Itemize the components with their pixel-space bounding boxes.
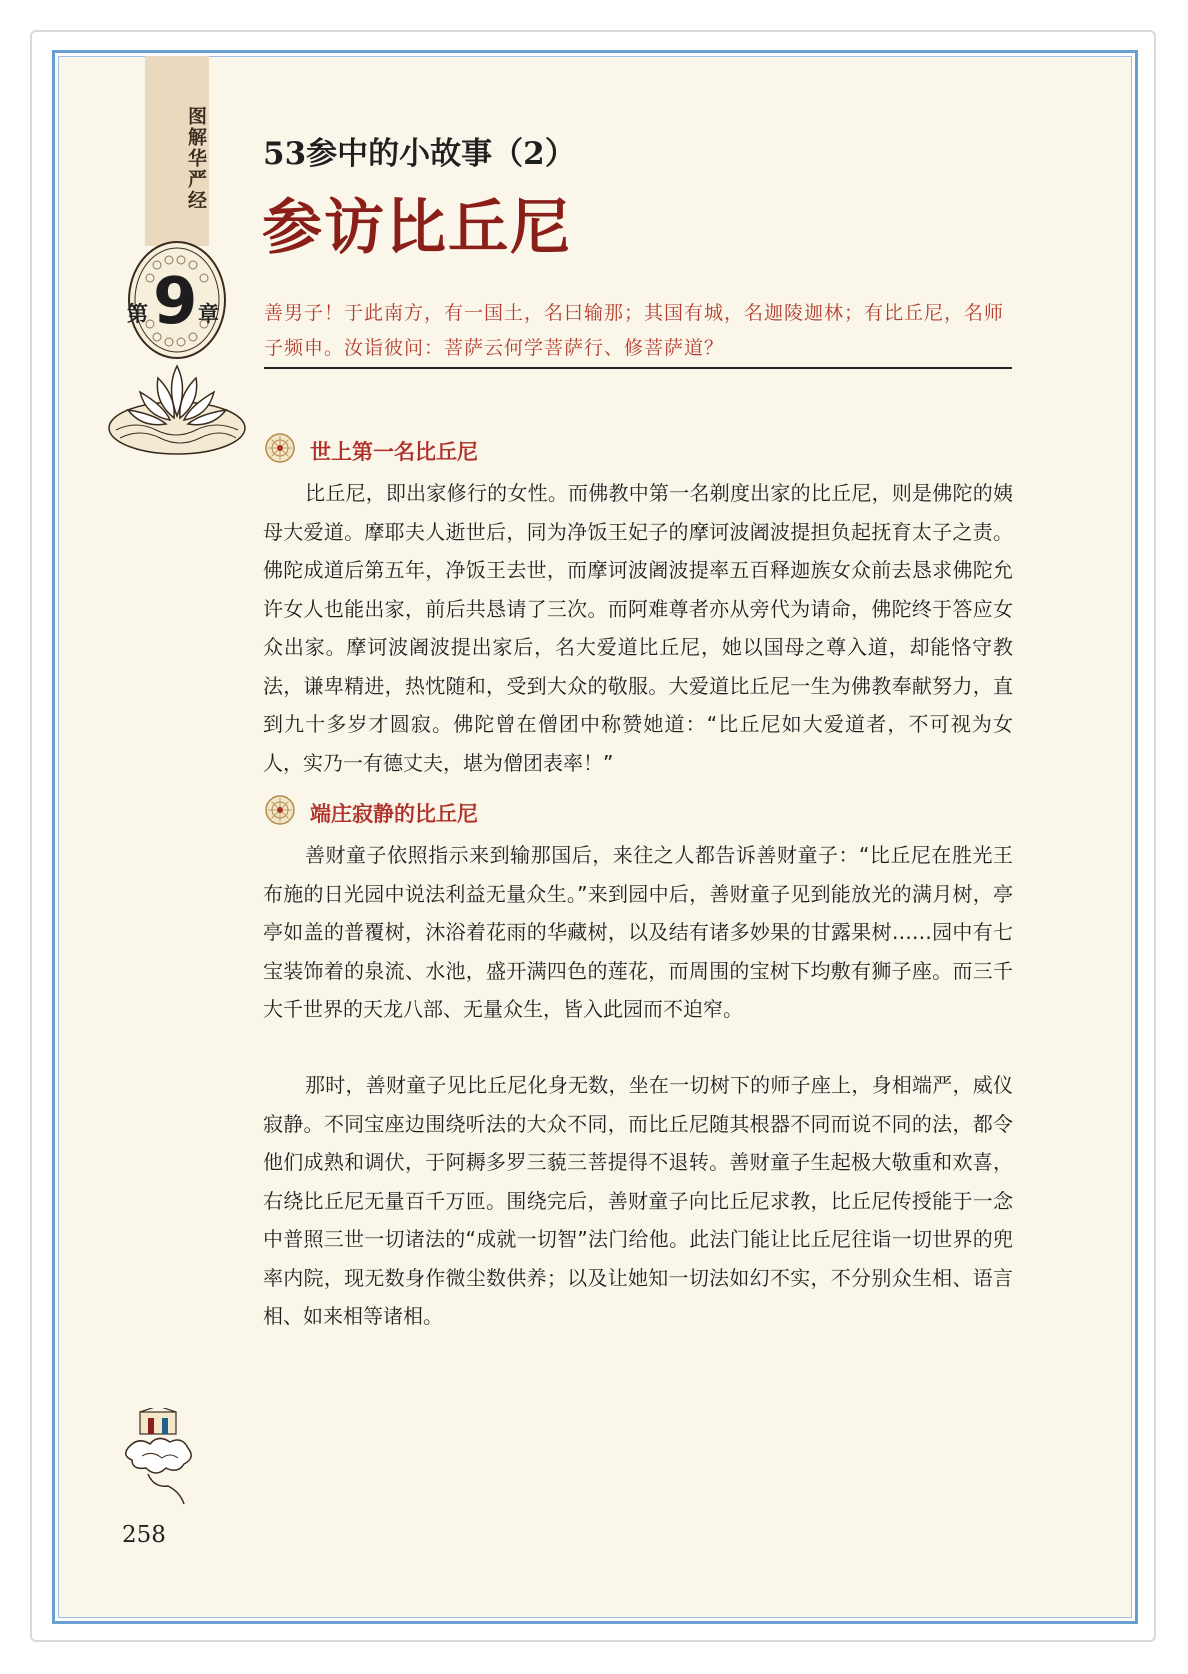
section-paragraph: 比丘尼，即出家修行的女性。而佛教中第一名剃度出家的比丘尼，则是佛陀的姨母大爱道。摩耶夫人逝世后，同为净饭王妃子的摩诃波阇波提担负起抚育太子之责。佛陀成道后第五年，净饭王去世，而摩诃波阇波提率五百释迦族女众前去恳求佛陀允许女人也能出家，前后共恳请了三次。而阿难尊者亦从旁代为请命，佛陀终于答应女众出家。摩诃波阇波提出家后，名大爱道比丘尼，她以国母之尊入道，却能恪守教法，谦卑精进，热忱随和，受到大众的敬服。大爱道比丘尼一生为佛教奉献努力，直到九十多岁才圆寂。佛陀曾在僧团中称赞她道：“比丘尼如大爱道者，不可视为女人，实乃一有德丈夫，堪为僧团表率！” (263, 481, 1013, 775)
chapter-suffix: 章 (198, 302, 219, 326)
section-heading-text: 世上第一名比丘尼 (310, 440, 478, 464)
lotus-icon (106, 358, 248, 458)
book-title: 图解华严经 (185, 106, 207, 211)
scripture-quote: 善男子！于此南方，有一国土，名曰输那；其国有城，名迦陵迦林；有比丘尼，名师子频申。汝诣彼问：菩萨云何学菩萨行、修菩萨道？ (264, 302, 1005, 359)
chapter-prefix: 第 (127, 302, 148, 326)
section-paragraph: 善财童子依照指示来到输那国后，来往之人都告诉善财童子：“比丘尼在胜光王布施的日光园中说法利益无量众生。”来到园中后，善财童子见到能放光的满月树，亭亭如盖的普覆树，沐浴着花雨的华藏树，以及结有诸多妙果的甘露果树……园中有七宝装饰着的泉流、水池，盛开满四色的莲花，而周围的宝树下均敷有狮子座。而三千大千世界的天龙八部、无量众生，皆入此园而不迫窄。 (263, 843, 1013, 1021)
section-paragraph: 那时，善财童子见比丘尼化身无数，坐在一切树下的师子座上，身相端严，威仪寂静。不同宝座边围绕听法的大众不同，而比丘尼随其根器不同而说不同的法，都令他们成熟和调伏，于阿耨多罗三藐三菩提得不退转。善财童子生起极大敬重和欢喜，右绕比丘尼无量百千万匝。围绕完后，善财童子向比丘尼求教，比丘尼传授能于一念中普照三世一切诸法的“成就一切智”法门给他。此法门能让比丘尼往诣一切世界的兜率内院，现无数身作微尘数供养；以及让她知一切法如幻不实，不分别众生相、语言相、如来相等诸相。 (263, 1073, 1013, 1328)
page-title: 参访比丘尼 (262, 193, 572, 263)
chapter-number: 9 (153, 265, 198, 339)
section-heading-text: 端庄寂静的比丘尼 (310, 802, 478, 826)
side-tab (145, 56, 209, 246)
dharma-wheel-icon (264, 794, 296, 826)
dharma-wheel-icon (264, 432, 296, 464)
header-divider (264, 367, 1012, 369)
auspicious-cloud-icon (118, 1408, 198, 1508)
page-number: 258 (122, 1522, 166, 1548)
page-subtitle: 53参中的小故事（2） (263, 136, 576, 172)
